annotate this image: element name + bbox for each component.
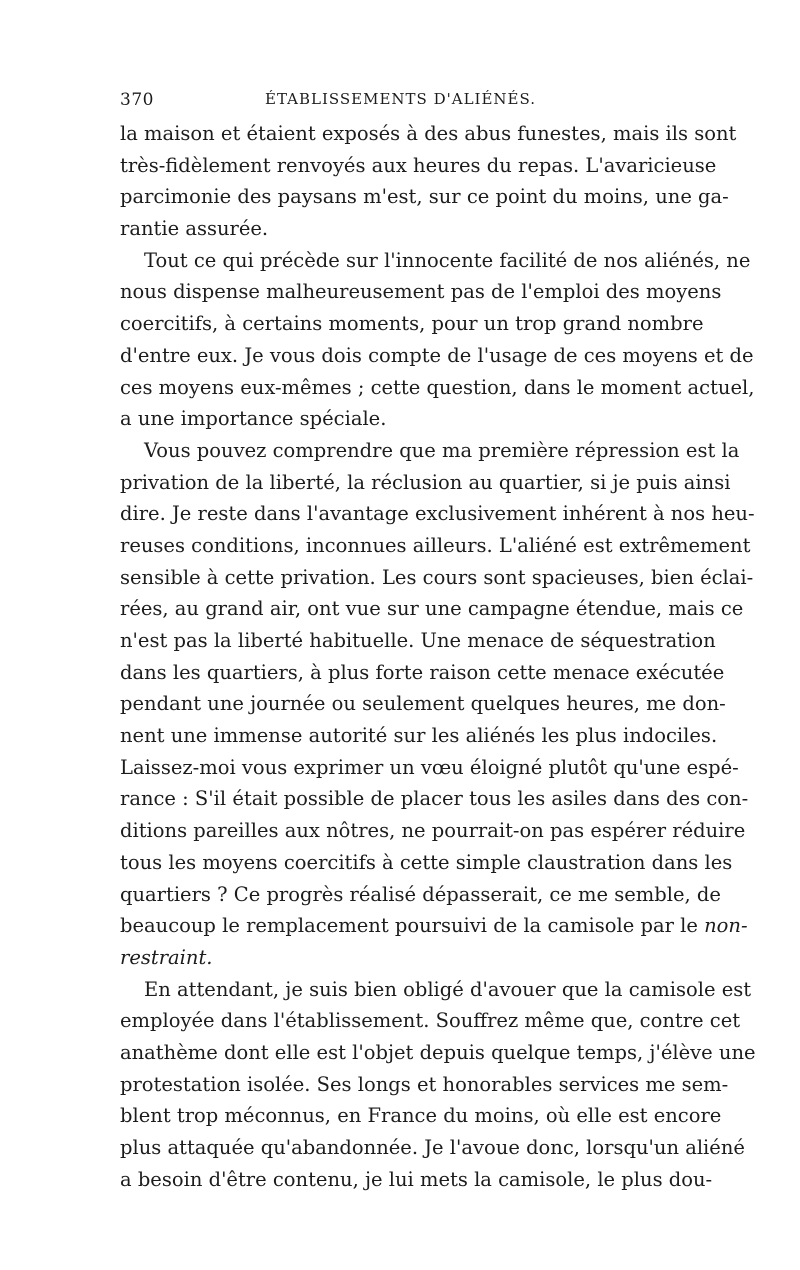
- running-head: [120, 90, 680, 120]
- text-line: blent trop méconnus, en France du moins, où elle est encore: [120, 1104, 722, 1128]
- text-line: a une importance spéciale.: [120, 407, 387, 431]
- text-line: d'entre eux. Je vous dois compte de l'usage de ces moyens et de: [120, 343, 754, 367]
- text-line: Vous pouvez comprendre que ma première répression est la: [144, 438, 740, 462]
- text-line: [120, 910, 748, 942]
- text-line: rance : S'il était possible de placer tous les asiles dans des con-: [120, 787, 749, 811]
- text-line: dire. Je reste dans l'avantage exclusivement inhérent à nos heu-: [120, 502, 755, 526]
- text-line: n'est pas la liberté habituelle. Une menace de séquestration: [120, 629, 716, 652]
- text-line: la maison et étaient exposés à des abus funestes, mais ils sont: [120, 122, 737, 145]
- text-line: rantie assurée.: [120, 217, 269, 241]
- text-line: Tout ce qui précède sur l'innocente facilité de nos aliénés, ne: [144, 248, 751, 272]
- text-line: nent une immense autorité sur les aliénés les plus indociles.: [120, 724, 718, 748]
- text-line: ditions pareilles aux nôtres, ne pourrait-on pas espérer réduire: [120, 819, 746, 843]
- text-line: rées, au grand air, ont vue sur une campagne étendue, mais ce: [120, 597, 744, 621]
- text-line: reuses conditions, inconnues ailleurs. L'aliéné est extrêmement: [120, 533, 751, 557]
- text-line: nous dispense malheureusement pas de l'emploi des moyens: [120, 280, 722, 304]
- text-line: employée dans l'établissement. Souffrez même que, contre cet: [120, 1009, 741, 1033]
- text-line: privation de la liberté, la réclusion au quartier, si je puis ainsi: [120, 470, 731, 494]
- body-text: [120, 118, 756, 1195]
- text-line-start: beaucoup le remplacement poursuivi de la camisole par le: [120, 914, 698, 938]
- italic-term: restraint.: [120, 945, 213, 969]
- text-line: tous les moyens coercitifs à cette simple claustration dans les: [120, 850, 733, 874]
- text-line: parcimonie des paysans m'est, sur ce point du moins, une ga-: [120, 185, 729, 209]
- page-number: 370: [120, 90, 154, 110]
- text-line: ces moyens eux-mêmes ; cette question, dans le moment actuel,: [120, 375, 755, 399]
- text-line: Laissez-moi vous exprimer un vœu éloigné plutôt qu'une espé-: [120, 755, 739, 779]
- text-line: plus attaquée qu'abandonnée. Je l'avoue donc, lorsqu'un aliéné: [120, 1136, 745, 1159]
- italic-term: non-: [704, 914, 748, 938]
- text-line: a besoin d'être contenu, je lui mets la camisole, le plus dou-: [120, 1167, 713, 1191]
- text-line: dans les quartiers, à plus forte raison cette menace exécutée: [120, 660, 725, 684]
- running-title: ÉTABLISSEMENTS D'ALIÉNÉS.: [265, 90, 536, 108]
- text-line: anathème dont elle est l'objet depuis quelque temps, j'élève une: [120, 1040, 756, 1064]
- text-line: très-fidèlement renvoyés aux heures du repas. L'avaricieuse: [120, 153, 717, 177]
- text-line: En attendant, je suis bien obligé d'avouer que la camisole est: [144, 977, 752, 1001]
- text-line: pendant une journée ou seulement quelques heures, me don-: [120, 692, 726, 716]
- text-line: sensible à cette privation. Les cours sont spacieuses, bien éclai-: [120, 565, 754, 589]
- text-line: quartiers ? Ce progrès réalisé dépasserait, ce me semble, de: [120, 882, 721, 906]
- text-line: coercitifs, à certains moments, pour un trop grand nombre: [120, 312, 704, 336]
- text-line: protestation isolée. Ses longs et honorables services me sem-: [120, 1072, 729, 1096]
- text-line: [120, 942, 675, 974]
